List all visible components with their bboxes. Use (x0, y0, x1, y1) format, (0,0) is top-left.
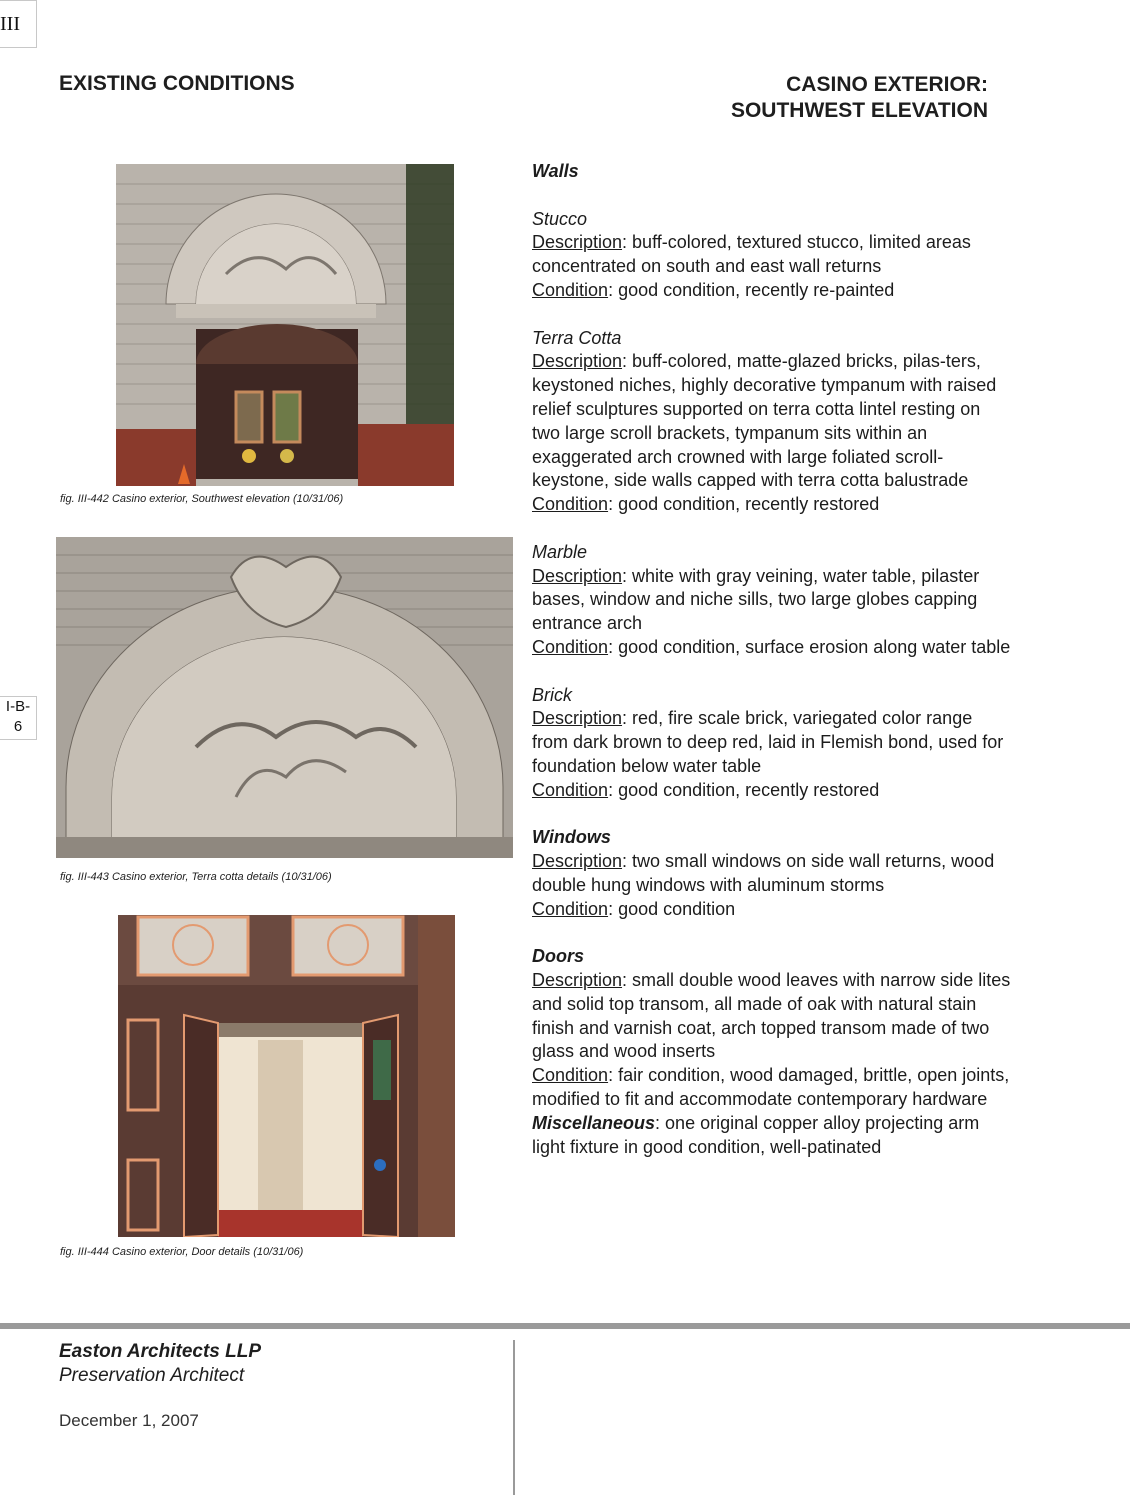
footer-date: December 1, 2007 (59, 1411, 199, 1430)
page-section-heading: EXISTING CONDITIONS (59, 72, 295, 95)
condition-label: Condition (532, 1065, 609, 1086)
stucco-description (532, 231, 1012, 279)
footer-firm-name: Easton Architects LLP (59, 1341, 262, 1362)
stucco-heading: Stucco (532, 208, 588, 229)
windows-heading: Windows (532, 827, 611, 848)
terracotta-heading: Terra Cotta (532, 327, 622, 348)
side-page-tab (0, 696, 37, 740)
condition-label: Condition (532, 898, 609, 919)
miscellaneous-text: : one original copper alloy projecting arm light fixture in good condition, well-patinated (532, 1112, 980, 1157)
description-text: : red, fire scale brick, variegated color range from dark brown to deep red, laid in Flemish bond, used for foundation below water table (532, 708, 1004, 776)
condition-text: : good condition (608, 898, 736, 919)
doors-miscellaneous (532, 1112, 1012, 1160)
figure-terracotta-detail-photo (56, 537, 513, 858)
footer-vertical-divider (513, 1340, 515, 1495)
condition-text: : good condition, surface erosion along water table (608, 636, 1011, 657)
windows-condition (532, 898, 1012, 922)
side-tab-line2: 6 (13, 718, 23, 735)
condition-text: : good condition, recently restored (608, 494, 880, 515)
figure-caption-3: fig. III-444 Casino exterior, Door details (10/31/06) (60, 1246, 304, 1258)
condition-text: : good condition, recently re-painted (608, 279, 895, 300)
description-label: Description (532, 232, 623, 253)
stucco-condition (532, 279, 1012, 303)
page-title-line2: SOUTHWEST ELEVATION (730, 99, 988, 122)
description-label: Description (532, 351, 623, 372)
description-text: : white with gray veining, water table, pilaster bases, window and niche sills, two large globes capping entrance arch (532, 565, 980, 634)
description-label: Description (532, 565, 623, 586)
condition-text: : good condition, recently restored (608, 779, 880, 800)
page-title-line1: CASINO EXTERIOR: (786, 73, 988, 96)
footer-firm-role: Preservation Architect (59, 1365, 245, 1386)
description-label: Description (532, 708, 623, 729)
section-tab: III (0, 0, 37, 48)
description-label: Description (532, 851, 623, 872)
brick-description (532, 707, 1012, 778)
conditions-text (532, 160, 1012, 1159)
condition-label: Condition (532, 494, 609, 515)
condition-label: Condition (532, 779, 609, 800)
marble-description (532, 565, 1012, 636)
miscellaneous-label: Miscellaneous (532, 1112, 656, 1133)
description-text: : small double wood leaves with narrow side lites and solid top transom, all made of oak with natural stain finish and varnish coat, arch topped transom made of two glass and wood inserts (532, 970, 1011, 1062)
condition-label: Condition (532, 636, 609, 657)
description-text: : buff-colored, textured stucco, limited areas concentrated on south and east wall returns (532, 232, 971, 277)
side-tab-line1: I-B- (5, 698, 31, 715)
figure-door-detail-photo (118, 915, 455, 1237)
doors-heading: Doors (532, 946, 585, 967)
doors-condition (532, 1064, 1012, 1112)
marble-heading: Marble (532, 541, 588, 562)
page-title (731, 72, 988, 124)
condition-text: : fair condition, wood damaged, brittle, open joints, modified to fit and accommodate contemporary hardware (532, 1065, 1010, 1110)
walls-heading: Walls (532, 161, 579, 181)
windows-description (532, 850, 1012, 898)
doors-description (532, 969, 1012, 1064)
brick-heading: Brick (532, 684, 572, 705)
description-label: Description (532, 970, 623, 991)
terracotta-description (532, 350, 1012, 493)
figure-caption-2: fig. III-443 Casino exterior, Terra cotta details (10/31/06) (60, 871, 332, 883)
figure-southwest-elevation-photo (116, 164, 454, 486)
description-text: : buff-colored, matte-glazed bricks, pilas-ters, keystoned niches, highly decorative tympanum with raised relief sculptures supported on terra cotta lintel resting on two large scroll brackets, tympanum sits within an exaggerated arch crowned with large foliated scroll-keystone, side walls capped with terra cotta balustrade (532, 351, 997, 491)
footer-divider (0, 1323, 1130, 1329)
description-text: : two small windows on side wall returns, wood double hung windows with aluminum storms (532, 851, 995, 895)
condition-label: Condition (532, 279, 609, 300)
marble-condition (532, 636, 1012, 660)
figure-caption-1: fig. III-442 Casino exterior, Southwest elevation (10/31/06) (60, 493, 344, 505)
brick-condition (532, 779, 1012, 803)
terracotta-condition (532, 493, 1012, 517)
